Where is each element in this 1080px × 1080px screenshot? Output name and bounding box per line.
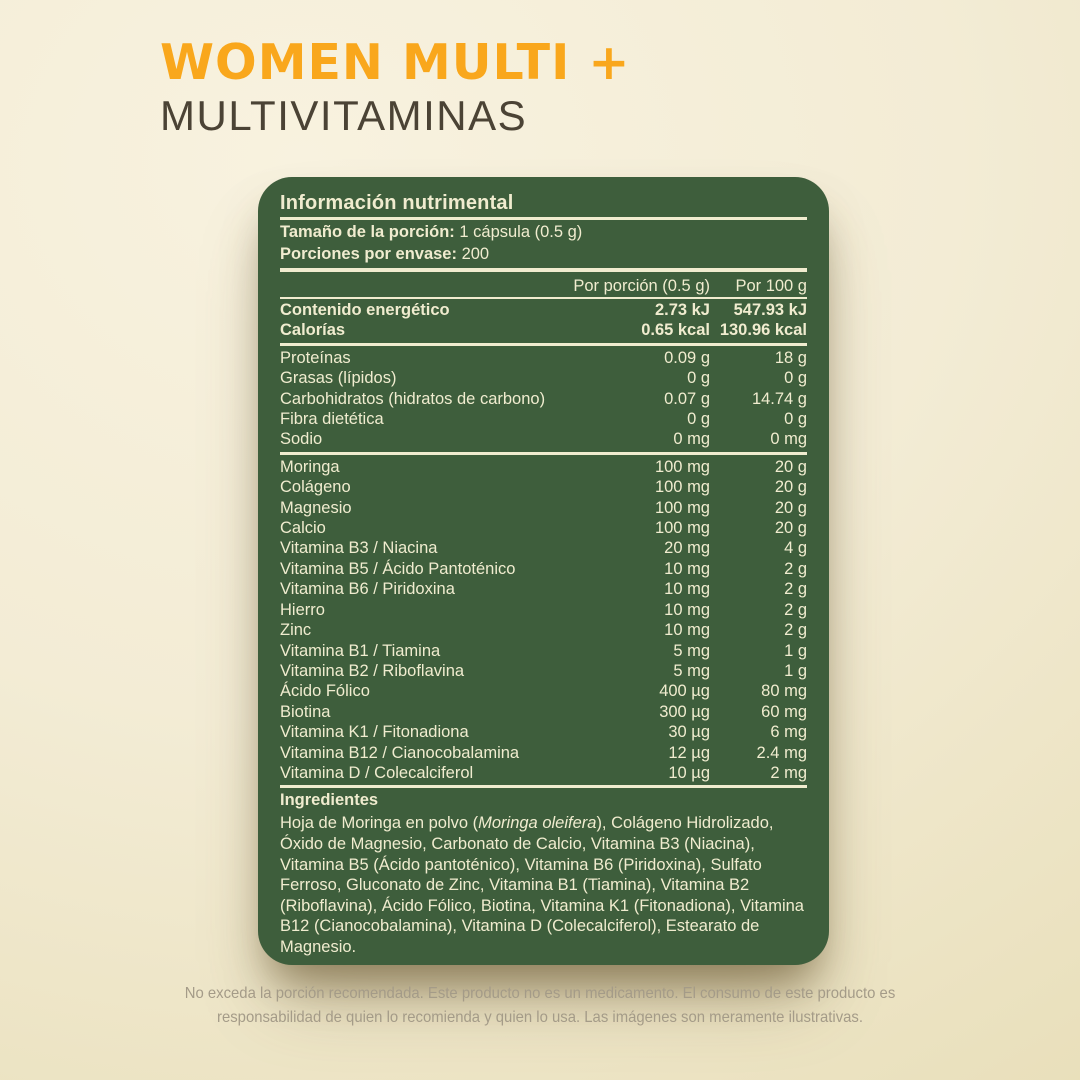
column-header-per-serving: Por porción (0.5 g): [573, 277, 710, 295]
row-value-per-100g: 60 mg: [761, 702, 807, 721]
row-value-per-100g: 18 g: [774, 348, 807, 367]
divider: [280, 785, 807, 788]
row-value-per-serving: 0.07 g: [664, 389, 710, 408]
row-label: Vitamina B1 / Tiamina: [280, 641, 441, 660]
disclaimer-line-2: responsabilidad de quien lo recomienda y quien lo usa. Las imágenes son meramente ilustrativas.: [216, 1009, 864, 1026]
row-value-per-100g: 547.93 kJ: [733, 301, 807, 319]
row-value-per-serving: 12 µg: [668, 743, 710, 762]
table-row: [280, 348, 807, 368]
table-row: [280, 722, 807, 742]
energy-rows: [280, 300, 807, 341]
row-value-per-serving: 10 mg: [664, 559, 710, 578]
row-value-per-100g: 1 g: [784, 661, 807, 680]
ingredients-text: [280, 813, 807, 957]
row-value-per-100g: 1 g: [784, 641, 807, 660]
row-label: Colágeno: [280, 478, 351, 497]
row-label: Vitamina B3 / Niacina: [280, 539, 438, 558]
row-label: Biotina: [280, 702, 331, 721]
row-value-per-100g: 2 g: [784, 559, 807, 578]
micronutrient-rows: [280, 457, 807, 784]
divider: [280, 452, 807, 455]
row-value-per-serving: 400 µg: [659, 682, 710, 701]
row-label: Zinc: [280, 621, 312, 640]
row-label: Vitamina B5 / Ácido Pantoténico: [280, 559, 516, 578]
ingredients-text-after: ), Colágeno Hidrolizado, Óxido de Magnesio, Carbonato de Calcio, Vitamina B3 (Niacina), Vitamina B5 (Ácido pantoténico), Vitamina B6 (Piridoxina), Sulfato Ferroso, Gluconato de Zinc, Vitamina B1 (Tiamina), Vitamina B2 (Riboflavina), Ácido Fólico, Biotina, Vitamina K1 (Fitonadiona), Vitamina B12 (Cianocobalamina), Vitamina D (Colecalciferol), Estearato de Magnesio.: [280, 814, 804, 956]
serving-size-label: Tamaño de la porción:: [280, 223, 455, 241]
table-row: [280, 457, 807, 477]
table-row: [280, 743, 807, 763]
row-value-per-100g: 2 g: [784, 621, 807, 640]
serving-size-line: [280, 222, 807, 244]
table-row: [280, 600, 807, 620]
divider: [280, 297, 807, 299]
ingredients-title: Ingredientes: [280, 791, 379, 810]
row-value-per-serving: 0.65 kcal: [641, 321, 710, 340]
row-label: Ácido Fólico: [280, 682, 370, 701]
macronutrient-rows: [280, 348, 807, 450]
table-row: [280, 409, 807, 429]
row-value-per-100g: 2 mg: [770, 763, 807, 782]
table-row: [280, 579, 807, 599]
row-value-per-serving: 100 mg: [654, 498, 710, 517]
product-title: WOMEN MULTI +: [160, 34, 631, 91]
product-subtitle: MULTIVITAMINAS: [160, 91, 528, 139]
row-value-per-serving: 10 mg: [664, 580, 710, 599]
servings-label: Porciones por envase:: [280, 244, 457, 263]
row-label: Calorías: [280, 321, 346, 340]
row-label: Contenido energético: [280, 301, 450, 319]
column-header-per-100g: Por 100 g: [735, 277, 807, 295]
row-label: Carbohidratos (hidratos de carbono): [280, 389, 546, 408]
row-label: Vitamina K1 / Fitonadiona: [280, 723, 469, 742]
row-label: Fibra dietética: [280, 410, 384, 429]
row-value-per-serving: 10 mg: [664, 600, 710, 619]
row-label: Sodio: [280, 430, 323, 449]
table-row: [280, 681, 807, 701]
table-row: [280, 429, 807, 449]
row-label: Calcio: [280, 519, 326, 538]
row-value-per-100g: 2 g: [784, 600, 807, 619]
row-label: Vitamina B2 / Riboflavina: [280, 661, 465, 680]
row-value-per-serving: 0 g: [687, 369, 710, 388]
table-row: [280, 661, 807, 681]
row-label: Vitamina D / Colecalciferol: [280, 763, 474, 782]
panel-title: Información nutrimental: [280, 192, 514, 214]
table-row: [280, 477, 807, 497]
row-value-per-serving: 5 mg: [673, 641, 710, 660]
table-row: [280, 320, 807, 340]
row-value-per-100g: 14.74 g: [751, 389, 807, 408]
divider: [280, 268, 807, 272]
row-value-per-100g: 20 g: [774, 519, 807, 538]
row-value-per-serving: 5 mg: [673, 661, 710, 680]
row-value-per-serving: 100 mg: [654, 478, 710, 497]
row-value-per-100g: 2 g: [784, 580, 807, 599]
serving-size-value: 1 cápsula (0.5 g): [459, 223, 583, 241]
table-row: [280, 498, 807, 518]
row-value-per-100g: 0 mg: [770, 430, 807, 449]
row-label: Vitamina B6 / Piridoxina: [280, 580, 455, 599]
divider: [280, 217, 807, 220]
disclaimer: [38, 982, 1042, 1030]
row-label: Proteínas: [280, 348, 351, 367]
row-label: Magnesio: [280, 498, 352, 517]
row-value-per-serving: 300 µg: [659, 702, 710, 721]
row-label: Hierro: [280, 600, 325, 619]
row-value-per-serving: 100 mg: [654, 457, 710, 476]
table-row: [280, 620, 807, 640]
table-row: [280, 300, 807, 320]
row-label: Vitamina B12 / Cianocobalamina: [280, 743, 520, 762]
servings-per-container-line: [280, 244, 807, 266]
row-value-per-serving: 10 mg: [664, 621, 710, 640]
row-value-per-100g: 80 mg: [761, 682, 807, 701]
row-value-per-serving: 2.73 kJ: [654, 301, 710, 319]
servings-value: 200: [461, 244, 490, 263]
row-value-per-100g: 2.4 mg: [756, 743, 807, 762]
table-row: [280, 538, 807, 558]
row-value-per-100g: 20 g: [774, 478, 807, 497]
disclaimer-line-1: No exceda la porción recomendada. Este producto no es un medicamento. El consumo de este producto es: [184, 985, 896, 1002]
table-row: [280, 389, 807, 409]
row-value-per-serving: 100 mg: [654, 519, 710, 538]
row-value-per-serving: 10 µg: [668, 763, 710, 782]
row-value-per-100g: 6 mg: [770, 723, 807, 742]
table-row: [280, 368, 807, 388]
row-label: Grasas (lípidos): [280, 369, 397, 388]
row-value-per-100g: 130.96 kcal: [719, 321, 807, 340]
divider: [280, 343, 807, 346]
table-row: [280, 518, 807, 538]
row-value-per-100g: 0 g: [784, 369, 807, 388]
table-row: [280, 702, 807, 722]
row-value-per-100g: 4 g: [784, 539, 807, 558]
brand-header: [160, 36, 630, 140]
row-value-per-serving: 0.09 g: [664, 348, 710, 367]
row-value-per-100g: 20 g: [774, 498, 807, 517]
table-row: [280, 763, 807, 783]
nutrition-panel: [258, 177, 829, 965]
table-row: [280, 641, 807, 661]
row-value-per-100g: 20 g: [774, 457, 807, 476]
ingredients-text-before: Hoja de Moringa en polvo (: [280, 814, 479, 833]
ingredients-species-italic: Moringa oleifera: [478, 814, 597, 833]
row-value-per-serving: 0 g: [687, 410, 710, 429]
table-row: [280, 559, 807, 579]
row-label: Moringa: [280, 457, 340, 476]
row-value-per-100g: 0 g: [784, 410, 807, 429]
row-value-per-serving: 20 mg: [664, 539, 710, 558]
column-header-row: [280, 274, 807, 296]
row-value-per-serving: 0 mg: [673, 430, 710, 449]
row-value-per-serving: 30 µg: [668, 723, 710, 742]
